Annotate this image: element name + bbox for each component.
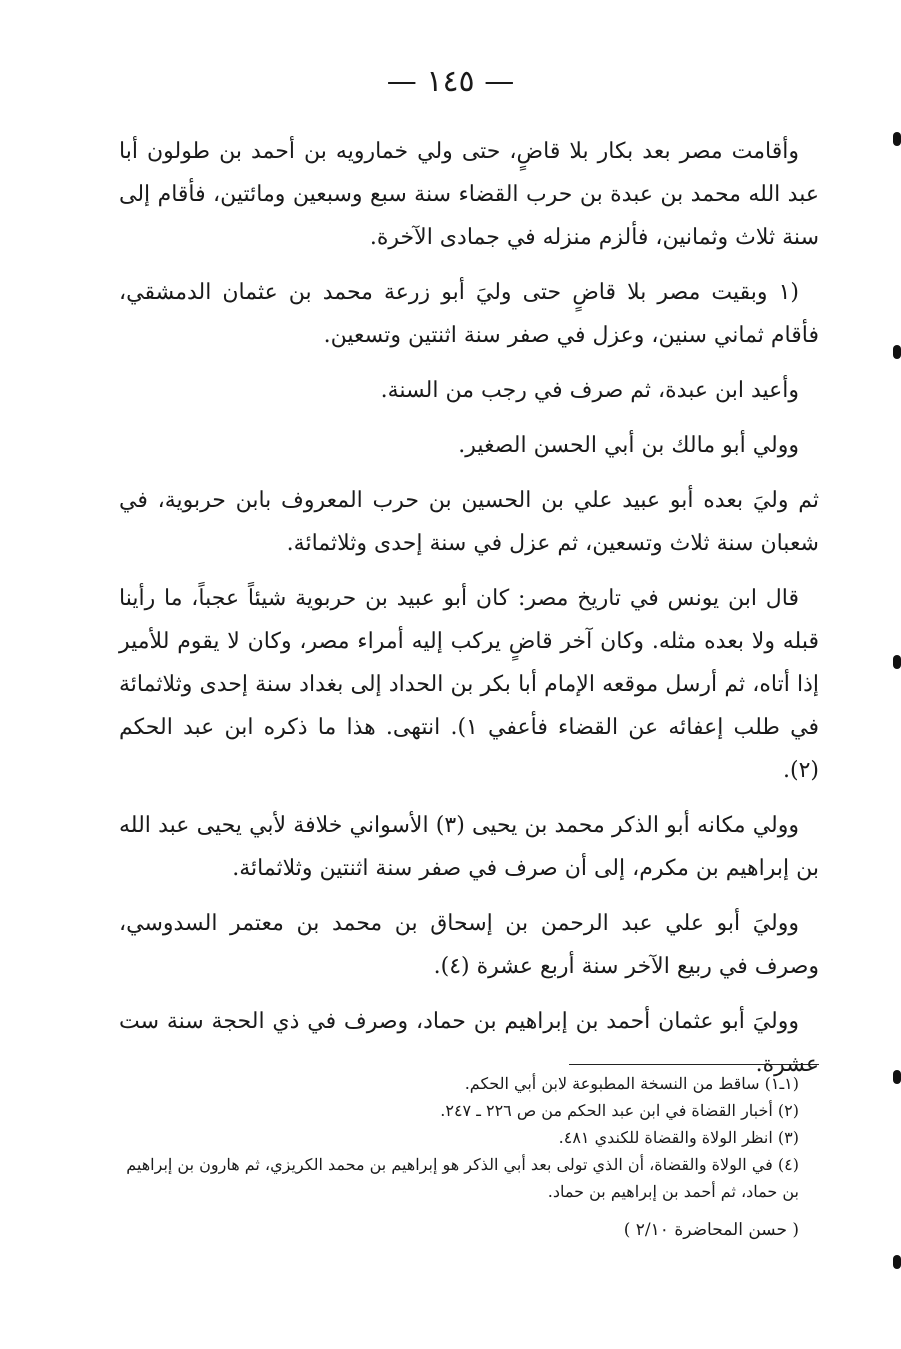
binding-mark [893, 1255, 901, 1269]
page-number: — ١٤٥ — [386, 64, 515, 99]
paragraph-7: وولي مكانه أبو الذكر محمد بن يحيى (٣) الأسواني خلافة لأبي يحيى عبد الله بن إبراهيم بن مكرم، إلى أن صرف في صفر سنة اثنتين وثلاثمائة. [119, 813, 819, 881]
source-citation: ( حسن المحاضرة ٢/١٠ ) [623, 1220, 799, 1240]
footnotes [119, 1070, 819, 1262]
footnote-3: (٣) انظر الولاة والقضاة للكندي ٤٨١. [558, 1128, 799, 1147]
footnote-1: (١ـ١) ساقط من النسخة المطبوعة لابن أبي الحكم. [464, 1074, 799, 1093]
footnote-2: (٢) أخبار القضاة في ابن عبد الحكم من ص ٢٢٦ ـ ٢٤٧. [440, 1101, 799, 1120]
paragraph-6: قال ابن يونس في تاريخ مصر: كان أبو عبيد بن حربوية شيئاً عجباً، ما رأينا قبله ولا بعده مثله. وكان آخر قاضٍ يركب إليه أمراء مصر، وكان لا يقوم للأمير إذا أتاه، ثم أرسل موقعه الإمام أبا بكر بن الحداد إلى بغداد سنة إحدى وثلاثمائة في طلب إعفائه عن القضاء فأعفي ١). انتهى. هذا ما ذكره ابن عبد الحكم (٢). [119, 586, 819, 783]
paragraph-3: وأعيد ابن عبدة، ثم صرف في رجب من السنة. [380, 378, 799, 403]
footnote-divider [569, 1064, 819, 1065]
paragraph-4: وولي أبو مالك بن أبي الحسن الصغير. [458, 433, 799, 458]
paragraph-2: (١ وبقيت مصر بلا قاضٍ حتى وليَ أبو زرعة محمد بن عثمان الدمشقي، فأقام ثماني سنين، وعزل في صفر سنة اثنتين وتسعين. [119, 280, 819, 348]
binding-mark [893, 1070, 901, 1084]
footnote-4: (٤) في الولاة والقضاة، أن الذي تولى بعد أبي الذكر هو إبراهيم بن محمد الكريزي، ثم هارون بن إبراهيم بن حماد، ثم أحمد بن إبراهيم بن حماد. [126, 1155, 799, 1201]
paragraph-8: ووليَ أبو علي عبد الرحمن بن إسحاق بن محمد بن معتمر السدوسي، وصرف في ربيع الآخر سنة أربع عشرة (٤). [119, 911, 819, 979]
paragraph-9: ووليَ أبو عثمان أحمد بن إبراهيم بن حماد، وصرف في ذي الحجة سنة ست عشرة. [119, 1009, 819, 1077]
binding-mark [893, 655, 901, 669]
paragraph-1: وأقامت مصر بعد بكار بلا قاضٍ، حتى ولي خمارويه بن أحمد بن طولون أبا عبد الله محمد بن عبدة بن حرب القضاء سنة سبع وسبعين ومائتين، فأقام إلى سنة ثلاث وثمانين، فألزم منزله في جمادى الآخرة. [119, 139, 819, 250]
paragraph-5: ثم وليَ بعده أبو عبيد علي بن الحسين بن حرب المعروف بابن حربوية، في شعبان سنة ثلاث وتسعين، ثم عزل في سنة إحدى وثلاثمائة. [119, 488, 819, 556]
binding-mark [893, 345, 901, 359]
main-text [119, 130, 819, 1098]
binding-mark [893, 132, 901, 146]
